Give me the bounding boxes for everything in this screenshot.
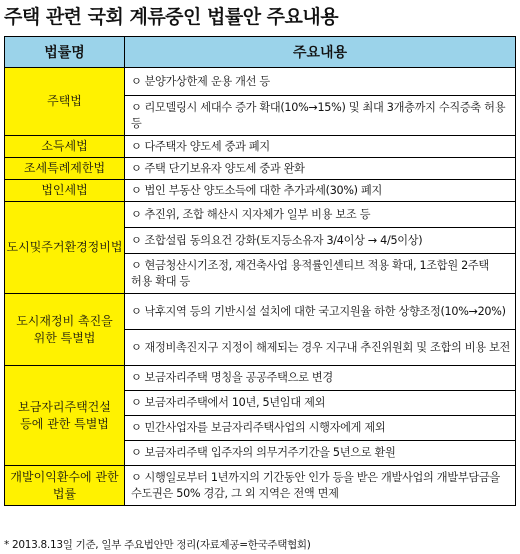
table-row xyxy=(5,68,516,96)
content-cell xyxy=(125,466,516,506)
bullet-mark: ㅇ xyxy=(131,446,142,459)
content-cell xyxy=(125,158,516,180)
bullet-mark: ㅇ xyxy=(131,421,142,434)
content-text: 보금자리주택 명칭을 공공주택으로 변경 xyxy=(144,371,333,384)
content-cell xyxy=(125,254,516,294)
bullet-mark: ㅇ xyxy=(131,304,142,318)
law-name-cell: 조세특례제한법 xyxy=(5,158,125,180)
content-cell xyxy=(125,228,516,254)
content-cell xyxy=(125,416,516,441)
content-text: 분양가상한제 운용 개선 등 xyxy=(144,74,270,88)
content-cell xyxy=(125,68,516,96)
bullet-mark: ㅇ xyxy=(131,74,142,88)
content-cell xyxy=(125,136,516,158)
footnote: * 2013.8.13일 기준, 일부 주요법안만 정리(자료제공=한국주택협회) xyxy=(4,539,311,551)
table-row xyxy=(5,294,516,330)
content-text: 다주택자 양도세 중과 폐지 xyxy=(144,139,270,153)
content-cell xyxy=(125,202,516,228)
law-name-cell: 소득세법 xyxy=(5,136,125,158)
table-row xyxy=(5,136,516,158)
column-header-content: 주요내용 xyxy=(125,37,516,68)
law-name-cell: 법인세법 xyxy=(5,180,125,202)
content-text: 민간사업자를 보금자리주택사업의 시행자에게 제외 xyxy=(144,421,386,434)
content-cell xyxy=(125,96,516,136)
bullet-mark: ㅇ xyxy=(131,139,142,153)
content-text: 보금자리주택에서 10년, 5년임대 제외 xyxy=(144,396,326,409)
bullet-mark: ㅇ xyxy=(131,161,142,175)
content-text: 추진위, 조합 해산시 지자체가 일부 비용 보조 등 xyxy=(144,207,371,221)
content-text: 시행일로부터 1년까지의 기간동안 인가 등을 받은 개발사업의 개발부담금을 수도권은 50% 경감, 그 외 지역은 전액 면제 xyxy=(131,470,500,500)
column-header-law: 법률명 xyxy=(5,37,125,68)
table-row xyxy=(5,366,516,391)
bullet-mark: ㅇ xyxy=(131,183,142,197)
content-text: 조합설립 동의요건 강화(토지등소유자 3/4이상 → 4/5이상) xyxy=(144,233,423,247)
content-cell xyxy=(125,180,516,202)
law-name-cell: 개발이익환수에 관한 법률 xyxy=(5,466,125,506)
law-name-cell: 주택법 xyxy=(5,68,125,136)
content-cell xyxy=(125,366,516,391)
table-header-row xyxy=(5,37,516,68)
law-name-cell: 도시및주거환경정비법 xyxy=(5,202,125,294)
table-row xyxy=(5,158,516,180)
content-text: 리모델링시 세대수 증가 확대(10%→15%) 및 최대 3개층까지 수직증축 허용 등 xyxy=(131,100,506,130)
bill-summary-table xyxy=(4,36,516,506)
bullet-mark: ㅇ xyxy=(131,100,142,114)
content-cell xyxy=(125,330,516,366)
bullet-mark: ㅇ xyxy=(131,207,142,221)
law-name-cell: 보금자리주택건설 등에 관한 특별법 xyxy=(5,366,125,466)
content-text: 낙후지역 등의 기반시설 설치에 대한 국고지원율 하한 상향조정(10%→20%) xyxy=(144,304,506,318)
content-text: 현금청산시기조정, 재건축사업 용적률인센티브 적용 확대, 1조합원 2주택 허용 확대 등 xyxy=(131,258,489,288)
bullet-mark: ㅇ xyxy=(131,371,142,384)
bullet-mark: ㅇ xyxy=(131,396,142,409)
page-title: 주택 관련 국회 계류중인 법률안 주요내용 xyxy=(4,6,339,28)
content-text: 보금자리주택 입주자의 의무거주기간을 5년으로 환원 xyxy=(144,446,396,459)
law-name-cell: 도시재정비 촉진을 위한 특별법 xyxy=(5,294,125,366)
table-row xyxy=(5,202,516,228)
bullet-mark: ㅇ xyxy=(131,340,142,354)
content-cell xyxy=(125,441,516,466)
content-text: 법인 부동산 양도소득에 대한 추가과세(30%) 폐지 xyxy=(144,183,383,197)
content-cell xyxy=(125,294,516,330)
content-text: 재정비촉진지구 지정이 해제되는 경우 지구내 추진위원회 및 조합의 비용 보전 xyxy=(144,340,511,354)
bullet-mark: ㅇ xyxy=(131,258,142,272)
bullet-mark: ㅇ xyxy=(131,470,142,484)
content-text: 주택 단기보유자 양도세 중과 완화 xyxy=(144,161,305,175)
bullet-mark: ㅇ xyxy=(131,233,142,247)
table-row xyxy=(5,180,516,202)
content-cell xyxy=(125,391,516,416)
table-row xyxy=(5,466,516,506)
